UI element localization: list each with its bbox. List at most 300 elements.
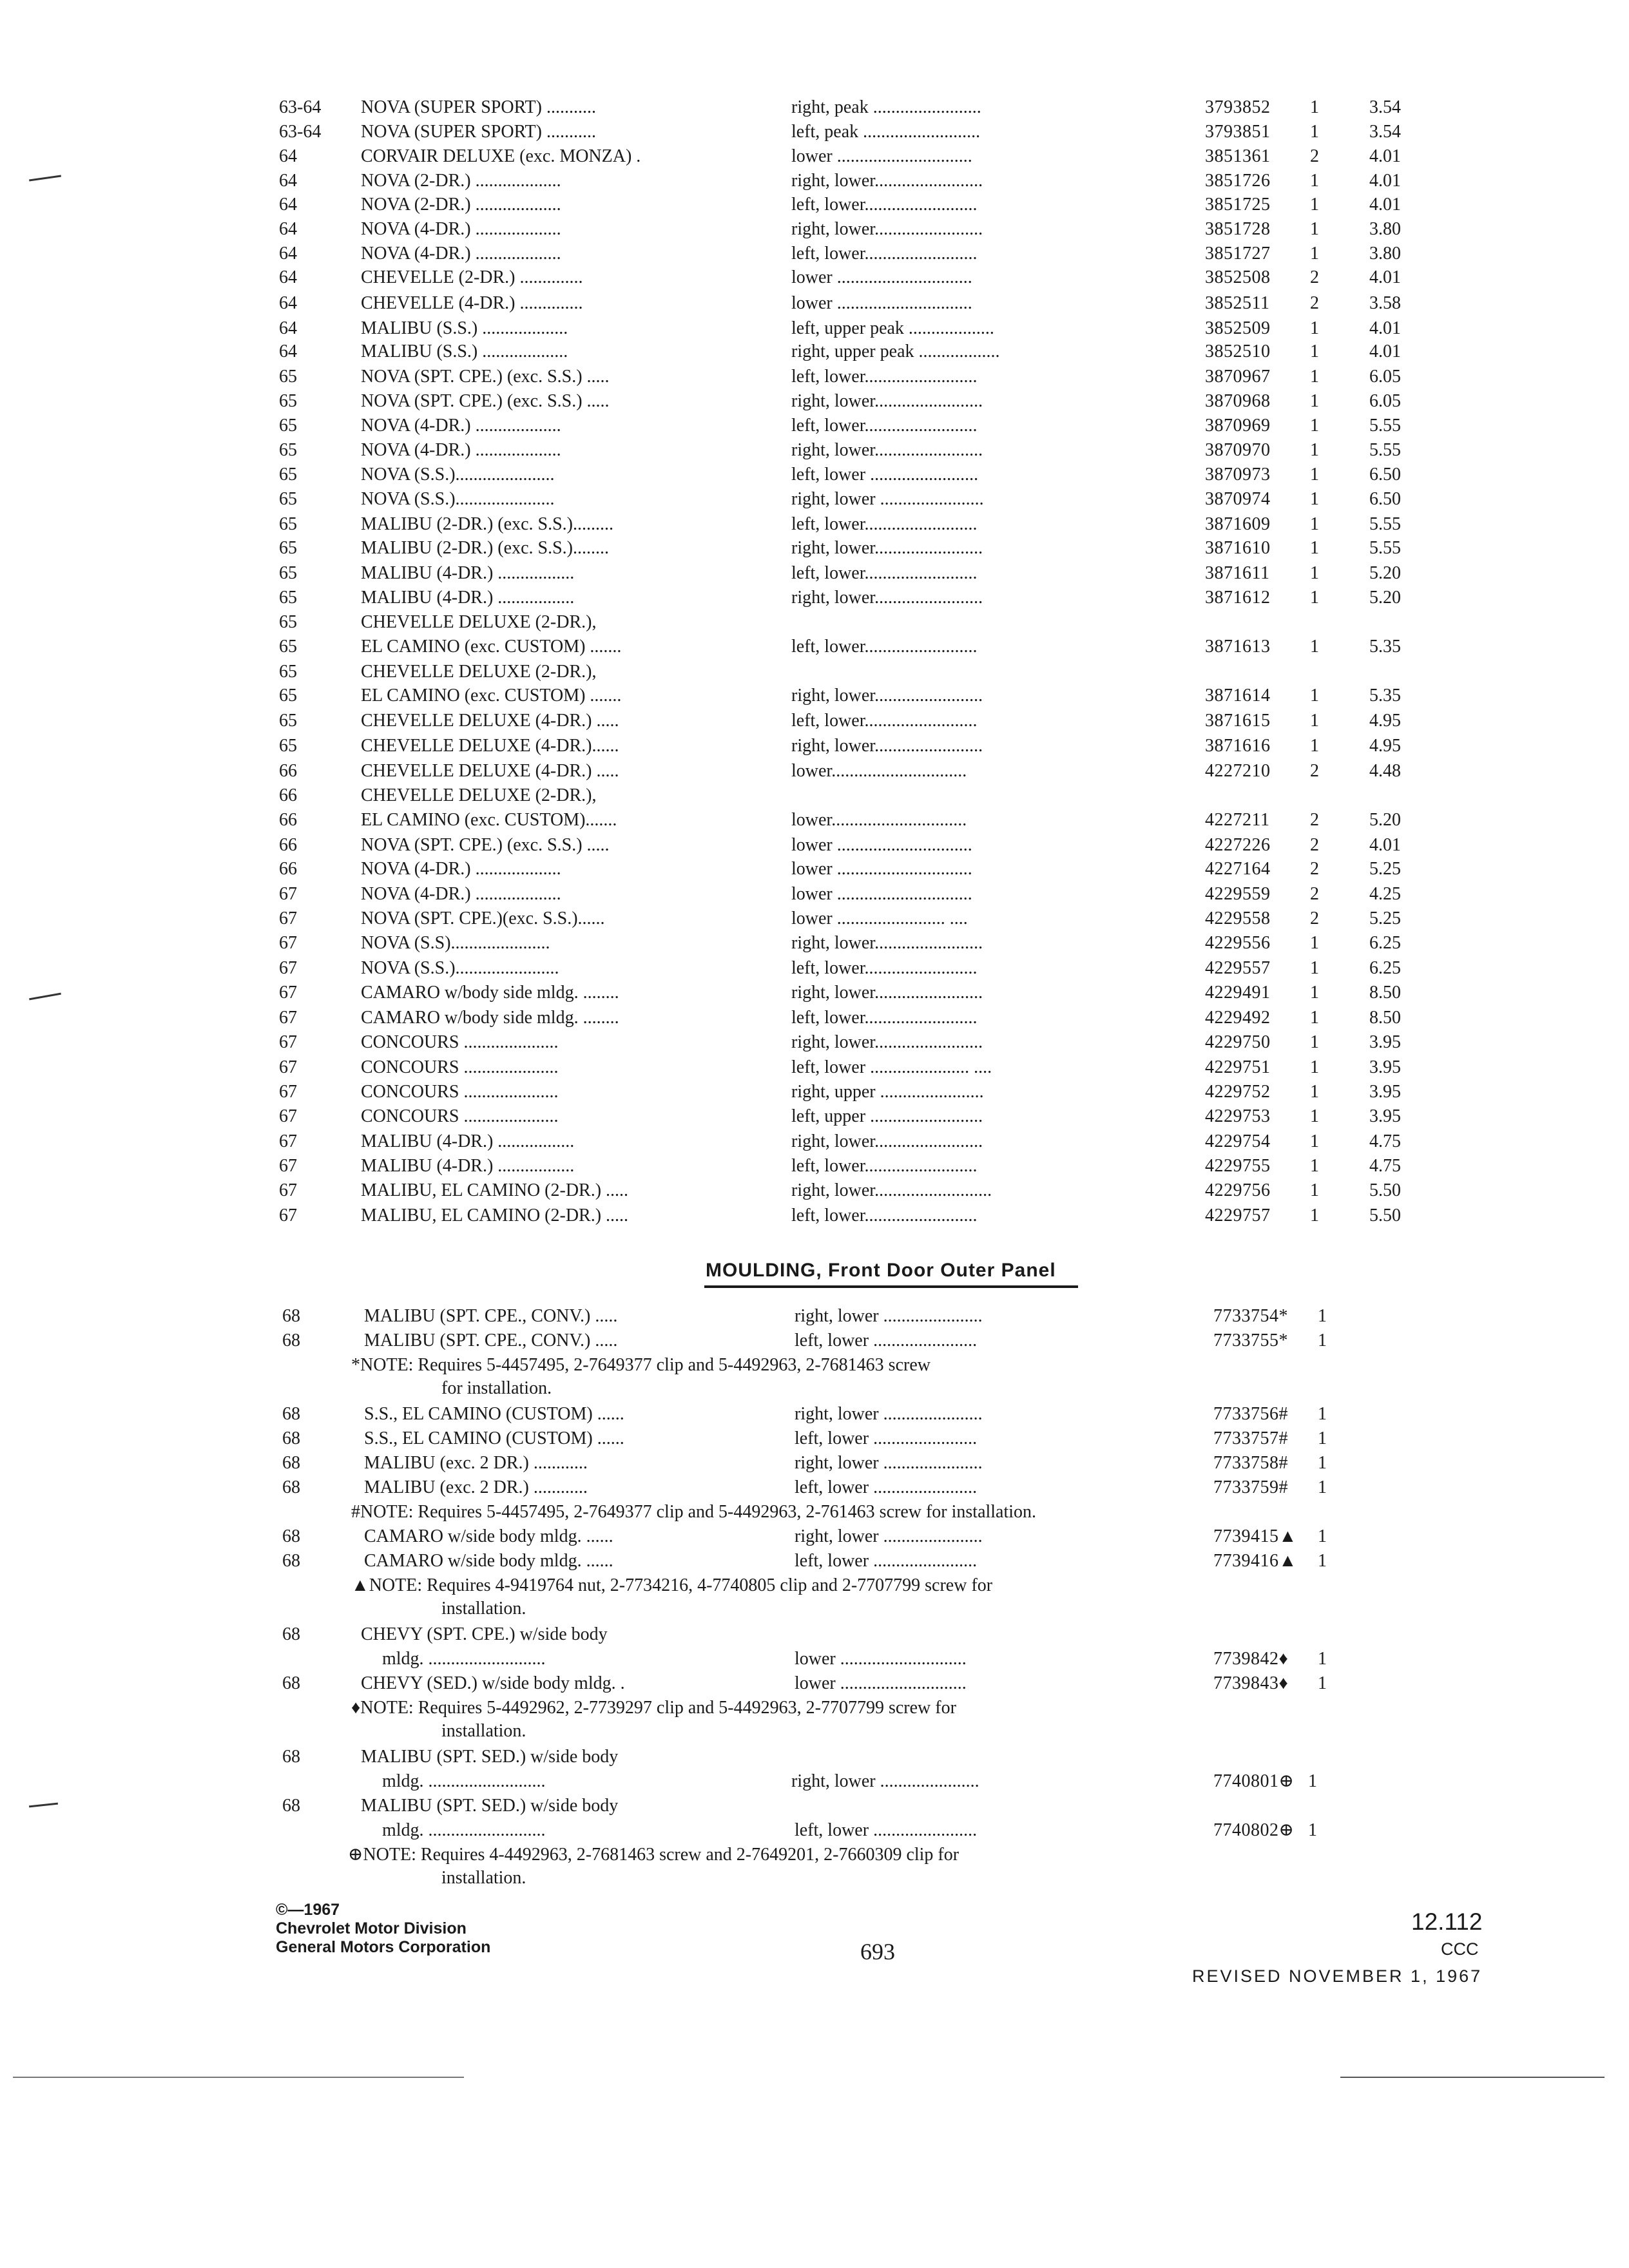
part-number-cell: 3852511 [1205,293,1270,313]
description-cell: lower .............................. [791,884,972,904]
model-cell: CORVAIR DELUXE (exc. MONZA) . [361,146,641,166]
description-cell: left, lower......................... [791,514,978,534]
year-cell: 65 [279,440,297,460]
price-cell: 4.75 [1369,1131,1401,1151]
part-number-cell: 7733759# [1213,1477,1288,1497]
quantity-cell: 1 [1318,1428,1327,1448]
price-cell: 5.50 [1369,1206,1401,1225]
quantity-cell: 1 [1308,1771,1317,1791]
quantity-cell: 1 [1310,1106,1319,1126]
model-cell: CONCOURS ..................... [361,1106,559,1126]
year-cell: 66 [279,859,297,879]
quantity-cell: 1 [1310,563,1319,583]
quantity-cell: 2 [1310,884,1319,904]
quantity-cell: 1 [1318,1453,1327,1473]
price-cell: 4.01 [1369,835,1401,855]
price-cell: 5.20 [1369,563,1401,583]
part-number-cell: 3871616 [1205,736,1271,756]
description-cell: right, lower ...................... [795,1526,983,1546]
division-line: Chevrolet Motor Division [276,1919,467,1937]
margin-mark [29,175,61,182]
part-number-cell: 4227164 [1205,859,1271,879]
year-cell: 67 [279,958,297,978]
price-cell: 4.01 [1369,267,1401,287]
description-cell: right, upper ....................... [791,1082,984,1102]
quantity-cell: 1 [1310,97,1319,117]
part-number-cell: 3851361 [1205,146,1271,166]
price-cell: 4.01 [1369,318,1401,338]
note-line: ▲NOTE: Requires 4-9419764 nut, 2-7734216, 4-7740805 clip and 2-7707799 screw for [351,1575,993,1595]
model-cell: NOVA (SPT. CPE.) (exc. S.S.) ..... [361,391,610,411]
model-cell: CONCOURS ..................... [361,1057,559,1077]
year-cell: 64 [279,195,297,215]
price-cell: 5.25 [1369,859,1401,879]
price-cell: 3.95 [1369,1032,1401,1052]
description-cell: left, lower ....................... [795,1477,978,1497]
description-cell: left, lower......................... [791,711,978,731]
year-cell: 68 [282,1453,300,1473]
year-cell: 65 [279,637,297,657]
quantity-cell: 1 [1310,1131,1319,1151]
model-cell: MALIBU (exc. 2 DR.) ............ [364,1477,588,1497]
part-number-cell: 4229491 [1205,983,1271,1003]
description-cell: left, lower......................... [791,1156,978,1176]
price-cell: 3.80 [1369,219,1401,239]
part-number-cell: 3871613 [1205,637,1271,657]
part-number-cell: 7733757# [1213,1428,1288,1448]
note-line: installation. [441,1868,526,1888]
quantity-cell: 1 [1310,489,1319,509]
part-number-cell: 4229751 [1205,1057,1271,1077]
year-cell: 68 [282,1404,300,1424]
description-cell: lower ........................ .... [791,908,968,928]
price-cell: 4.01 [1369,195,1401,215]
model-cell: NOVA (2-DR.) ................... [361,171,561,191]
year-cell: 66 [279,761,297,781]
year-cell: 68 [282,1428,300,1448]
model-cell: MALIBU (SPT. SED.) w/side body [361,1747,619,1767]
year-cell: 64 [279,146,297,166]
price-cell: 3.80 [1369,244,1401,264]
quantity-cell: 1 [1310,637,1319,657]
description-cell: left, lower......................... [791,416,978,436]
year-cell: 64 [279,219,297,239]
price-cell: 4.01 [1369,171,1401,191]
model-cell: MALIBU, EL CAMINO (2-DR.) ..... [361,1180,629,1200]
model-cell: CAMARO w/body side mldg. ........ [361,1008,619,1028]
quantity-cell: 1 [1310,416,1319,436]
year-cell: 67 [279,1057,297,1077]
price-cell: 3.95 [1369,1106,1401,1126]
quantity-cell: 1 [1310,736,1319,756]
part-number-cell: 4229755 [1205,1156,1271,1176]
quantity-cell: 1 [1318,1477,1327,1497]
price-cell: 4.95 [1369,711,1401,731]
model-cell: EL CAMINO (exc. CUSTOM) ....... [361,686,622,706]
description-cell: right, lower........................ [791,538,983,558]
price-cell: 8.50 [1369,1008,1401,1028]
model-cell: EL CAMINO (exc. CUSTOM)....... [361,810,617,830]
description-cell: left, lower......................... [791,1008,978,1028]
part-number-cell: 4229559 [1205,884,1271,904]
price-cell: 6.25 [1369,958,1401,978]
price-cell: 3.95 [1369,1082,1401,1102]
model-cell: NOVA (4-DR.) ................... [361,440,561,460]
year-cell: 65 [279,514,297,534]
price-cell: 3.54 [1369,122,1401,142]
year-cell: 65 [279,416,297,436]
model-cell: CHEVELLE DELUXE (2-DR.), [361,612,597,632]
model-cell: CAMARO w/side body mldg. ...... [364,1551,613,1571]
model-cell: NOVA (SPT. CPE.) (exc. S.S.) ..... [361,367,610,387]
description-cell: right, lower........................ [791,736,983,756]
year-cell: 67 [279,908,297,928]
part-number-cell: 3871612 [1205,588,1271,608]
description-cell: right, lower........................ [791,391,983,411]
description-cell: left, lower......................... [791,367,978,387]
part-number-cell: 3870974 [1205,489,1271,509]
corporation-line: General Motors Corporation [276,1938,491,1956]
price-cell: 5.20 [1369,810,1401,830]
quantity-cell: 2 [1310,859,1319,879]
model-cell: NOVA (4-DR.) ................... [361,859,561,879]
model-cell: MALIBU (4-DR.) ................. [361,1131,575,1151]
year-cell: 64 [279,267,297,287]
year-cell: 64 [279,171,297,191]
model-cell: NOVA (4-DR.) ................... [361,884,561,904]
note-line: ⊕NOTE: Requires 4-4492963, 2-7681463 screw and 2-7649201, 2-7660309 clip for [348,1845,959,1865]
year-cell: 67 [279,933,297,953]
price-cell: 3.95 [1369,1057,1401,1077]
quantity-cell: 1 [1310,588,1319,608]
description-cell: lower .............................. [791,859,972,879]
price-cell: 4.75 [1369,1156,1401,1176]
year-cell: 67 [279,1008,297,1028]
margin-mark [29,1803,58,1808]
description-cell: right, lower.......................... [791,1180,992,1200]
part-number-cell: 4229556 [1205,933,1271,953]
price-cell: 6.50 [1369,465,1401,485]
quantity-cell: 2 [1310,146,1319,166]
quantity-cell: 2 [1310,835,1319,855]
year-cell: 65 [279,465,297,485]
quantity-cell: 1 [1318,1331,1327,1350]
bottom-rule-left [13,2077,464,2078]
year-cell: 64 [279,341,297,361]
note-line: installation. [441,1721,526,1741]
model-cell: mldg. .......................... [382,1820,546,1840]
margin-mark [29,993,61,1001]
year-cell: 64 [279,318,297,338]
model-cell: CHEVY (SED.) w/side body mldg. . [361,1673,625,1693]
description-cell: lower ............................ [795,1649,967,1669]
year-cell: 65 [279,686,297,706]
model-cell: CHEVELLE DELUXE (4-DR.) ..... [361,761,619,781]
model-cell: MALIBU (4-DR.) ................. [361,1156,575,1176]
model-cell: MALIBU, EL CAMINO (2-DR.) ..... [361,1206,629,1225]
quantity-cell: 1 [1310,538,1319,558]
year-cell: 65 [279,612,297,632]
year-cell: 66 [279,835,297,855]
year-cell: 67 [279,1156,297,1176]
description-cell: right, lower........................ [791,171,983,191]
part-number-cell: 7733756# [1213,1404,1288,1424]
description-cell: right, lower........................ [791,219,983,239]
description-cell: lower.............................. [791,761,967,781]
price-cell: 6.50 [1369,489,1401,509]
description-cell: right, lower ...................... [791,1771,979,1791]
model-cell: NOVA (4-DR.) ................... [361,219,561,239]
part-number-cell: 4227226 [1205,835,1271,855]
bottom-rule-right [1340,2077,1605,2078]
year-cell: 67 [279,1206,297,1225]
model-cell: NOVA (2-DR.) ................... [361,195,561,215]
quantity-cell: 1 [1310,958,1319,978]
year-cell: 68 [282,1331,300,1350]
section-code: CCC [1441,1939,1479,1959]
year-cell: 67 [279,1082,297,1102]
price-cell: 5.55 [1369,416,1401,436]
description-cell: left, lower......................... [791,637,978,657]
part-number-cell: 3870968 [1205,391,1271,411]
publisher-block [276,1901,490,1957]
description-cell: left, lower ........................ [791,465,979,485]
year-cell: 68 [282,1796,300,1816]
year-cell: 68 [282,1551,300,1571]
description-cell: right, lower........................ [791,933,983,953]
model-cell: CHEVELLE DELUXE (4-DR.) ..... [361,711,619,731]
price-cell: 5.20 [1369,588,1401,608]
year-cell: 67 [279,1032,297,1052]
quantity-cell: 2 [1310,293,1319,313]
quantity-cell: 1 [1310,711,1319,731]
model-cell: NOVA (S.S.)...................... [361,465,555,485]
quantity-cell: 1 [1318,1306,1327,1326]
description-cell: left, lower ....................... [795,1820,978,1840]
description-cell: left, lower ....................... [795,1331,978,1350]
description-cell: left, peak .......................... [791,122,981,142]
price-cell: 3.58 [1369,293,1401,313]
part-number-cell: 4229754 [1205,1131,1271,1151]
quantity-cell: 1 [1318,1404,1327,1424]
description-cell: right, lower ...................... [795,1453,983,1473]
part-number-cell: 4229492 [1205,1008,1271,1028]
quantity-cell: 2 [1310,810,1319,830]
description-cell: lower ............................ [795,1673,967,1693]
model-cell: NOVA (4-DR.) ................... [361,244,561,264]
quantity-cell: 1 [1310,195,1319,215]
model-cell: CHEVY (SPT. CPE.) w/side body [361,1624,608,1644]
model-cell: CONCOURS ..................... [361,1032,559,1052]
year-cell: 68 [282,1624,300,1644]
description-cell: left, upper ......................... [791,1106,983,1126]
price-cell: 4.95 [1369,736,1401,756]
part-number-cell: 7739416▲ [1213,1551,1297,1571]
year-cell: 68 [282,1673,300,1693]
year-cell: 65 [279,662,297,682]
quantity-cell: 1 [1310,1180,1319,1200]
model-cell: MALIBU (SPT. CPE., CONV.) ..... [364,1331,618,1350]
year-cell: 67 [279,1131,297,1151]
year-cell: 67 [279,1180,297,1200]
part-number-cell: 4229750 [1205,1032,1271,1052]
description-cell: left, lower......................... [791,1206,978,1225]
year-cell: 65 [279,489,297,509]
quantity-cell: 1 [1318,1526,1327,1546]
price-cell: 8.50 [1369,983,1401,1003]
model-cell: CHEVELLE (4-DR.) .............. [361,293,583,313]
part-number-cell: 4227210 [1205,761,1271,781]
model-cell: CHEVELLE (2-DR.) .............. [361,267,583,287]
quantity-cell: 1 [1318,1649,1327,1669]
model-cell: CAMARO w/body side mldg. ........ [361,983,619,1003]
price-cell: 6.05 [1369,391,1401,411]
model-cell: NOVA (SPT. CPE.)(exc. S.S.)...... [361,908,605,928]
part-number-cell: 7740801⊕ [1213,1771,1295,1791]
part-number-cell: 3793851 [1205,122,1271,142]
quantity-cell: 1 [1310,983,1319,1003]
year-cell: 66 [279,785,297,805]
part-number-cell: 3851725 [1205,195,1271,215]
description-cell: right, lower........................ [791,686,983,706]
quantity-cell: 1 [1310,933,1319,953]
year-cell: 65 [279,367,297,387]
description-cell: left, upper peak ................... [791,318,994,338]
description-cell: right, lower........................ [791,440,983,460]
description-cell: left, lower ....................... [795,1428,978,1448]
quantity-cell: 1 [1310,122,1319,142]
part-number-cell: 7739415▲ [1213,1526,1297,1546]
price-cell: 4.48 [1369,761,1401,781]
description-cell: right, lower ...................... [795,1306,983,1326]
copyright-line: ©—1967 [276,1901,340,1919]
quantity-cell: 1 [1310,219,1319,239]
year-cell: 67 [279,983,297,1003]
model-cell: NOVA (SUPER SPORT) ........... [361,122,596,142]
description-cell: right, lower ...................... [795,1404,983,1424]
model-cell: NOVA (S.S)...................... [361,933,550,953]
quantity-cell: 1 [1310,1082,1319,1102]
price-cell: 6.25 [1369,933,1401,953]
quantity-cell: 1 [1310,171,1319,191]
quantity-cell: 1 [1310,465,1319,485]
note-line: *NOTE: Requires 5-4457495, 2-7649377 clip and 5-4492963, 2-7681463 screw [351,1355,930,1375]
part-number-cell: 7739842♦ [1213,1649,1289,1669]
model-cell: MALIBU (SPT. CPE., CONV.) ..... [364,1306,618,1326]
model-cell: MALIBU (SPT. SED.) w/side body [361,1796,619,1816]
part-number-cell: 3852510 [1205,341,1271,361]
price-cell: 5.55 [1369,514,1401,534]
part-number-cell: 3851728 [1205,219,1271,239]
quantity-cell: 1 [1310,367,1319,387]
year-cell: 67 [279,1106,297,1126]
part-number-cell: 3870967 [1205,367,1271,387]
price-cell: 6.05 [1369,367,1401,387]
quantity-cell: 1 [1310,1156,1319,1176]
description-cell: left, lower......................... [791,244,978,264]
year-cell: 63-64 [279,122,322,142]
part-number-cell: 4227211 [1205,810,1270,830]
quantity-cell: 1 [1310,391,1319,411]
year-cell: 68 [282,1477,300,1497]
price-cell: 3.54 [1369,97,1401,117]
year-cell: 68 [282,1306,300,1326]
note-line: for installation. [441,1378,552,1398]
quantity-cell: 1 [1310,1057,1319,1077]
part-number-cell: 3871609 [1205,514,1271,534]
description-cell: lower .............................. [791,146,972,166]
part-number-cell: 7733755* [1213,1331,1288,1350]
model-cell: CAMARO w/side body mldg. ...... [364,1526,613,1546]
year-cell: 68 [282,1747,300,1767]
part-number-cell: 3870969 [1205,416,1271,436]
quantity-cell: 1 [1310,440,1319,460]
part-number-cell: 3793852 [1205,97,1271,117]
description-cell: right, lower........................ [791,983,983,1003]
description-cell: left, lower......................... [791,195,978,215]
description-cell: right, peak ........................ [791,97,981,117]
model-cell: MALIBU (4-DR.) ................. [361,563,575,583]
model-cell: NOVA (S.S.)...................... [361,489,555,509]
quantity-cell: 1 [1310,341,1319,361]
price-cell: 4.25 [1369,884,1401,904]
model-cell: S.S., EL CAMINO (CUSTOM) ...... [364,1404,624,1424]
part-number-cell: 7733758# [1213,1453,1288,1473]
part-number-cell: 4229756 [1205,1180,1271,1200]
year-cell: 65 [279,391,297,411]
description-cell: right, lower........................ [791,588,983,608]
model-cell: CHEVELLE DELUXE (2-DR.), [361,785,597,805]
model-cell: MALIBU (exc. 2 DR.) ............ [364,1453,588,1473]
part-number-cell: 4229752 [1205,1082,1271,1102]
model-cell: NOVA (SPT. CPE.) (exc. S.S.) ..... [361,835,610,855]
description-cell: lower .............................. [791,835,972,855]
description-cell: left, lower......................... [791,563,978,583]
quantity-cell: 1 [1310,244,1319,264]
note-line: installation. [441,1599,526,1619]
model-cell: CONCOURS ..................... [361,1082,559,1102]
description-cell: left, lower ....................... [795,1551,978,1571]
model-cell: NOVA (S.S.)....................... [361,958,559,978]
part-number-cell: 3871611 [1205,563,1270,583]
quantity-cell: 1 [1310,1008,1319,1028]
price-cell: 5.35 [1369,686,1401,706]
quantity-cell: 1 [1308,1820,1317,1840]
part-number-cell: 3871610 [1205,538,1271,558]
quantity-cell: 1 [1318,1673,1327,1693]
part-number-cell: 3851727 [1205,244,1271,264]
model-cell: mldg. .......................... [382,1649,546,1669]
description-cell: right, lower ....................... [791,489,984,509]
part-number-cell: 3871614 [1205,686,1271,706]
model-cell: S.S., EL CAMINO (CUSTOM) ...... [364,1428,624,1448]
quantity-cell: 1 [1310,514,1319,534]
quantity-cell: 2 [1310,908,1319,928]
page-number: 693 [860,1939,895,1965]
quantity-cell: 1 [1310,318,1319,338]
part-number-cell: 4229558 [1205,908,1271,928]
year-cell: 66 [279,810,297,830]
quantity-cell: 2 [1310,761,1319,781]
quantity-cell: 1 [1310,686,1319,706]
year-cell: 65 [279,588,297,608]
year-cell: 65 [279,711,297,731]
description-cell: right, lower........................ [791,1032,983,1052]
part-number-cell: 4229557 [1205,958,1271,978]
model-cell: NOVA (4-DR.) ................... [361,416,561,436]
part-number-cell: 3852508 [1205,267,1271,287]
section-title-underline [704,1285,1078,1288]
